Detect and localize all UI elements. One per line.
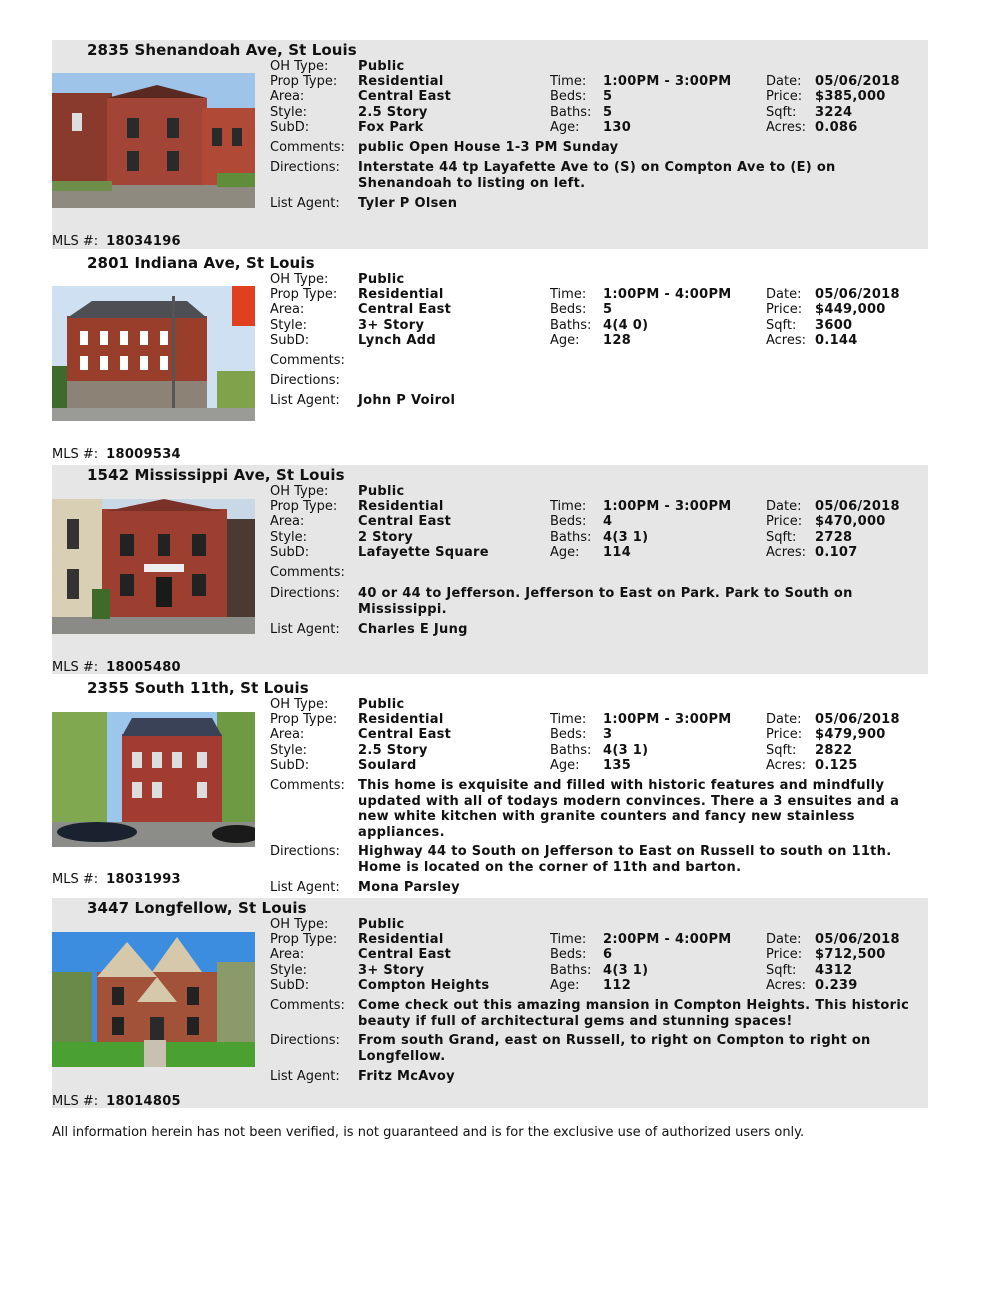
list-agent-label: List Agent: [270,196,340,211]
price-label: Price: [766,727,803,742]
directions-value: From south Grand, east on Russell, to right on Compton to right on Longfellow. [358,1033,871,1064]
area-value: Central East [358,947,452,962]
style-value: 2.5 Story [358,743,428,758]
date-value: 05/06/2018 [815,499,900,514]
style-label: Style: [270,530,308,545]
sqft-label: Sqft: [766,743,797,758]
price-value: $712,500 [815,947,886,962]
house-photo [52,286,255,421]
house-photo [52,73,255,208]
prop-type-value: Residential [358,499,444,514]
subd-value: Fox Park [358,120,424,135]
comments-label: Comments: [270,998,345,1013]
comments-value: public Open House 1-3 PM Sunday [358,140,619,155]
beds-value: 5 [603,89,613,104]
baths-label: Baths: [550,743,592,758]
baths-value: 5 [603,105,613,120]
style-label: Style: [270,963,308,978]
acres-label: Acres: [766,120,807,135]
beds-value: 5 [603,302,613,317]
age-label: Age: [550,978,580,993]
comments-value: This home is exquisite and filled with historic features and mindfully updated with all of todays modern convinces. There a 3 ensuites and a new white kitchen with granite counters and fancy new stainless appliances. [358,778,900,840]
mls-value: 18009534 [106,447,181,462]
price-label: Price: [766,514,803,529]
date-label: Date: [766,712,802,727]
style-value: 2 Story [358,530,414,545]
oh-type-value: Public [358,272,405,287]
mls-label: MLS #: [52,1094,99,1109]
time-value: 1:00PM - 4:00PM [603,287,732,302]
listing-address: 2355 South 11th, St Louis [87,679,309,697]
prop-type-label: Prop Type: [270,287,338,302]
style-label: Style: [270,105,308,120]
prop-type-value: Residential [358,712,444,727]
beds-label: Beds: [550,89,587,104]
list-agent-value: Charles E Jung [358,622,468,637]
comments-label: Comments: [270,778,345,793]
style-label: Style: [270,318,308,333]
acres-label: Acres: [766,758,807,773]
area-label: Area: [270,727,305,742]
list-agent-label: List Agent: [270,880,340,895]
age-value: 135 [603,758,632,773]
baths-label: Baths: [550,530,592,545]
oh-type-label: OH Type: [270,59,329,74]
directions-value: Interstate 44 tp Layafette Ave to (S) on Compton Ave to (E) on Shenandoah to listing on left. [358,160,836,191]
price-value: $470,000 [815,514,886,529]
subd-label: SubD: [270,545,310,560]
beds-value: 6 [603,947,613,962]
subd-label: SubD: [270,120,310,135]
area-value: Central East [358,302,452,317]
sqft-value: 4312 [815,963,853,978]
time-label: Time: [550,287,587,302]
prop-type-value: Residential [358,932,444,947]
beds-value: 4 [603,514,613,529]
oh-type-value: Public [358,484,405,499]
mls-number [52,660,181,675]
listing-card [52,678,928,894]
comments-label: Comments: [270,353,345,368]
list-agent-label: List Agent: [270,1069,340,1084]
list-agent-value: John P Voirol [358,393,456,408]
prop-type-value: Residential [358,287,444,302]
acres-value: 0.086 [815,120,858,135]
oh-type-label: OH Type: [270,272,329,287]
baths-value: 4(4 0) [603,318,649,333]
sqft-label: Sqft: [766,530,797,545]
mls-label: MLS #: [52,234,99,249]
area-label: Area: [270,514,305,529]
time-label: Time: [550,74,587,89]
listing-address: 3447 Longfellow, St Louis [87,899,307,917]
date-value: 05/06/2018 [815,74,900,89]
time-label: Time: [550,712,587,727]
price-label: Price: [766,302,803,317]
house-photo [52,932,255,1067]
directions-value: 40 or 44 to Jefferson. Jefferson to East on Park. Park to South on Mississippi. [358,586,853,617]
beds-label: Beds: [550,514,587,529]
prop-type-label: Prop Type: [270,932,338,947]
time-value: 1:00PM - 3:00PM [603,499,732,514]
mls-number [52,447,181,462]
sqft-value: 3600 [815,318,853,333]
price-label: Price: [766,89,803,104]
area-label: Area: [270,89,305,104]
oh-type-label: OH Type: [270,917,329,932]
acres-value: 0.107 [815,545,858,560]
oh-type-value: Public [358,917,405,932]
directions-value: Highway 44 to South on Jefferson to East on Russell to south on 11th. Home is located on the corner of 11th and barton. [358,844,892,875]
age-value: 130 [603,120,632,135]
mls-label: MLS #: [52,447,99,462]
acres-value: 0.125 [815,758,858,773]
subd-label: SubD: [270,978,310,993]
listing-card [52,40,928,249]
oh-type-value: Public [358,59,405,74]
date-label: Date: [766,932,802,947]
mls-value: 18034196 [106,234,181,249]
beds-value: 3 [603,727,613,742]
age-label: Age: [550,333,580,348]
acres-label: Acres: [766,333,807,348]
beds-label: Beds: [550,302,587,317]
mls-value: 18031993 [106,872,181,887]
acres-value: 0.239 [815,978,858,993]
age-label: Age: [550,545,580,560]
oh-type-label: OH Type: [270,484,329,499]
area-value: Central East [358,89,452,104]
date-value: 05/06/2018 [815,712,900,727]
sqft-label: Sqft: [766,318,797,333]
list-agent-label: List Agent: [270,622,340,637]
beds-label: Beds: [550,727,587,742]
listing-card [52,898,928,1108]
comments-label: Comments: [270,140,345,155]
prop-type-value: Residential [358,74,444,89]
style-value: 3+ Story [358,963,425,978]
time-label: Time: [550,932,587,947]
sqft-value: 2822 [815,743,853,758]
beds-label: Beds: [550,947,587,962]
oh-type-value: Public [358,697,405,712]
baths-value: 4(3 1) [603,530,649,545]
baths-value: 4(3 1) [603,743,649,758]
subd-label: SubD: [270,333,310,348]
oh-type-label: OH Type: [270,697,329,712]
area-label: Area: [270,302,305,317]
sqft-value: 3224 [815,105,853,120]
disclaimer-text: All information herein has not been verified, is not guaranteed and is for the exclusive use of authorized users only. [52,1125,805,1140]
baths-label: Baths: [550,105,592,120]
price-label: Price: [766,947,803,962]
house-photo [52,499,255,634]
price-value: $479,900 [815,727,886,742]
subd-value: Lafayette Square [358,545,489,560]
directions-label: Directions: [270,160,340,175]
price-value: $385,000 [815,89,886,104]
comments-label: Comments: [270,565,345,580]
comments-value: Come check out this amazing mansion in Compton Heights. This historic beauty if full of architectural gems and stunning spaces! [358,998,910,1029]
time-value: 1:00PM - 3:00PM [603,74,732,89]
list-agent-value: Mona Parsley [358,880,460,895]
area-label: Area: [270,947,305,962]
age-value: 114 [603,545,632,560]
list-agent-value: Tyler P Olsen [358,196,458,211]
listing-address: 2801 Indiana Ave, St Louis [87,254,315,272]
prop-type-label: Prop Type: [270,712,338,727]
subd-value: Lynch Add [358,333,436,348]
age-label: Age: [550,758,580,773]
price-value: $449,000 [815,302,886,317]
age-value: 128 [603,333,632,348]
mls-number [52,872,181,887]
date-label: Date: [766,74,802,89]
mls-label: MLS #: [52,660,99,675]
baths-label: Baths: [550,963,592,978]
mls-number [52,234,181,249]
style-value: 3+ Story [358,318,425,333]
listing-card [52,465,928,674]
subd-value: Compton Heights [358,978,490,993]
style-value: 2.5 Story [358,105,428,120]
date-value: 05/06/2018 [815,287,900,302]
date-value: 05/06/2018 [815,932,900,947]
sqft-label: Sqft: [766,963,797,978]
age-label: Age: [550,120,580,135]
listing-address: 1542 Mississippi Ave, St Louis [87,466,345,484]
age-value: 112 [603,978,632,993]
list-agent-value: Fritz McAvoy [358,1069,455,1084]
baths-label: Baths: [550,318,592,333]
mls-number [52,1094,181,1109]
listing-address: 2835 Shenandoah Ave, St Louis [87,41,357,59]
directions-label: Directions: [270,373,340,388]
mls-label: MLS #: [52,872,99,887]
acres-label: Acres: [766,545,807,560]
mls-value: 18014805 [106,1094,181,1109]
subd-label: SubD: [270,758,310,773]
area-value: Central East [358,514,452,529]
time-value: 1:00PM - 3:00PM [603,712,732,727]
listing-card [52,253,928,462]
directions-label: Directions: [270,844,340,859]
subd-value: Soulard [358,758,417,773]
directions-label: Directions: [270,586,340,601]
prop-type-label: Prop Type: [270,499,338,514]
time-value: 2:00PM - 4:00PM [603,932,732,947]
acres-value: 0.144 [815,333,858,348]
date-label: Date: [766,287,802,302]
acres-label: Acres: [766,978,807,993]
mls-value: 18005480 [106,660,181,675]
directions-label: Directions: [270,1033,340,1048]
list-agent-label: List Agent: [270,393,340,408]
baths-value: 4(3 1) [603,963,649,978]
sqft-value: 2728 [815,530,853,545]
sqft-label: Sqft: [766,105,797,120]
prop-type-label: Prop Type: [270,74,338,89]
style-label: Style: [270,743,308,758]
date-label: Date: [766,499,802,514]
house-photo [52,712,255,847]
area-value: Central East [358,727,452,742]
time-label: Time: [550,499,587,514]
